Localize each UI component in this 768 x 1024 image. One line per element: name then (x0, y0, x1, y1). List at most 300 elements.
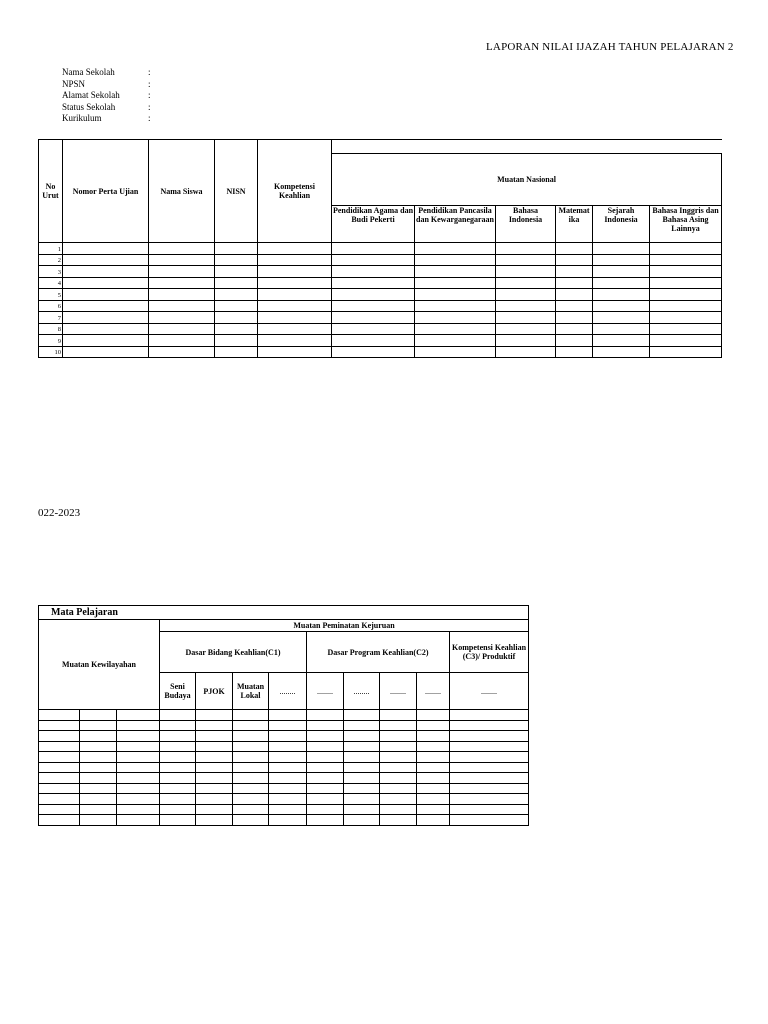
table-cell (307, 731, 344, 742)
table-cell (307, 804, 344, 815)
table-cell (63, 243, 149, 255)
table-cell (269, 752, 307, 763)
info-label: Alamat Sekolah (62, 90, 120, 100)
table-cell (149, 300, 215, 312)
table-cell (417, 731, 450, 742)
table-cell (450, 762, 529, 773)
table-cell (63, 254, 149, 266)
table-cell (233, 731, 269, 742)
table-cell (269, 794, 307, 805)
table-cell (650, 277, 722, 289)
table-row (39, 289, 722, 301)
table-cell (650, 346, 722, 358)
table-cell (556, 323, 593, 335)
table-cell (332, 312, 415, 324)
table-cell (307, 710, 344, 721)
row-number: 5 (39, 289, 63, 301)
table-cell (344, 710, 380, 721)
table-cell (417, 804, 450, 815)
table-cell (215, 243, 258, 255)
table-cell (556, 243, 593, 255)
info-label: Status Sekolah (62, 101, 116, 112)
table-cell (415, 335, 496, 347)
table-cell (450, 710, 529, 721)
table-cell (307, 752, 344, 763)
table-row (39, 794, 529, 805)
table-cell (450, 731, 529, 742)
table-row (39, 731, 529, 742)
table-row (39, 254, 722, 266)
table-cell (117, 773, 160, 784)
info-row (62, 113, 151, 125)
vocational-subjects-table (38, 605, 529, 826)
table-cell (233, 762, 269, 773)
table-cell (417, 710, 450, 721)
row-number: 10 (39, 346, 63, 358)
table-row (39, 710, 529, 721)
table-cell (149, 335, 215, 347)
report-title: LAPORAN NILAI IJAZAH TAHUN PELAJARAN 2 (486, 41, 734, 53)
table-cell (593, 300, 650, 312)
table-cell (39, 710, 80, 721)
table-cell (63, 323, 149, 335)
table-cell (117, 794, 160, 805)
table-cell (215, 277, 258, 289)
table-cell (39, 762, 80, 773)
table-cell (556, 300, 593, 312)
table-cell (332, 277, 415, 289)
group-muatan-kewilayahan: Muatan Kewilayahan (39, 620, 160, 710)
c1-dasar-bidang: Dasar Bidang Keahlian(C1) (160, 632, 307, 673)
table-cell (415, 254, 496, 266)
col-nisn: NISN (215, 140, 258, 243)
table-cell (332, 254, 415, 266)
subject-header: Sejarah Indonesia (593, 206, 650, 243)
table-cell (556, 312, 593, 324)
table-cell (149, 289, 215, 301)
group-muatan-peminatan: Muatan Peminatan Kejuruan (160, 620, 529, 632)
table-cell (160, 783, 196, 794)
c3-kompetensi: Kompetensi Keahlian (C3)/ Produktif (450, 632, 529, 673)
table-cell (496, 300, 556, 312)
table-cell (117, 720, 160, 731)
c2-dasar-program: Dasar Program Keahlian(C2) (307, 632, 450, 673)
table-cell (215, 335, 258, 347)
row-number: 9 (39, 335, 63, 347)
table-cell (269, 762, 307, 773)
table-cell (160, 815, 196, 826)
table-cell (496, 243, 556, 255)
table-cell (196, 741, 233, 752)
table-cell (307, 773, 344, 784)
table-cell (496, 266, 556, 278)
table-cell (149, 243, 215, 255)
table-cell (233, 804, 269, 815)
table-cell (344, 783, 380, 794)
table-cell (556, 277, 593, 289)
table-row (39, 752, 529, 763)
table-cell (496, 346, 556, 358)
info-separator: : (148, 90, 151, 100)
table-cell (233, 815, 269, 826)
table-cell (496, 254, 556, 266)
table-cell (450, 773, 529, 784)
table-cell (233, 752, 269, 763)
table-cell (650, 266, 722, 278)
table-cell (258, 254, 332, 266)
table-cell (417, 815, 450, 826)
info-separator: : (148, 67, 151, 77)
table-cell (344, 752, 380, 763)
table-cell (496, 312, 556, 324)
table-cell (344, 815, 380, 826)
placeholder-dots: ........ (344, 673, 380, 710)
table-row (39, 243, 722, 255)
placeholder-dots: ........ (269, 673, 307, 710)
info-separator: : (148, 78, 151, 89)
table-cell (233, 794, 269, 805)
sub-pjok: PJOK (196, 673, 233, 710)
row-number: 8 (39, 323, 63, 335)
table-cell (415, 312, 496, 324)
table-cell (196, 731, 233, 742)
table-cell (117, 762, 160, 773)
table-cell (380, 752, 417, 763)
table-row (39, 762, 529, 773)
table-cell (417, 783, 450, 794)
table-cell (160, 804, 196, 815)
table-cell (450, 804, 529, 815)
table-cell (63, 277, 149, 289)
table-cell (650, 312, 722, 324)
table-cell (496, 289, 556, 301)
table-cell (63, 300, 149, 312)
table-cell (117, 815, 160, 826)
table-row (39, 815, 529, 826)
table-cell (650, 254, 722, 266)
table-cell (117, 741, 160, 752)
table-cell (258, 335, 332, 347)
table-cell (593, 346, 650, 358)
table-cell (63, 346, 149, 358)
table-cell (344, 794, 380, 805)
table-cell (450, 752, 529, 763)
table-cell (650, 335, 722, 347)
table-cell (258, 323, 332, 335)
table-cell (39, 783, 80, 794)
table-cell (196, 815, 233, 826)
subject-header: Bahasa Indonesia (496, 206, 556, 243)
subject-header: Matemat ika (556, 206, 593, 243)
table-row (39, 335, 722, 347)
table-cell (149, 346, 215, 358)
table-cell (332, 266, 415, 278)
table-cell (450, 741, 529, 752)
placeholder-dots: ........ (307, 673, 344, 710)
table-cell (593, 254, 650, 266)
table-cell (450, 720, 529, 731)
table-cell (380, 720, 417, 731)
sub-muatan-lokal: Muatan Lokal (233, 673, 269, 710)
info-label: NPSN (62, 78, 86, 89)
national-subjects-table (38, 139, 722, 358)
table-cell (196, 710, 233, 721)
col-nama-siswa: Nama Siswa (149, 140, 215, 243)
row-number: 1 (39, 243, 63, 255)
table-cell (196, 773, 233, 784)
table-cell (269, 731, 307, 742)
subject-header: Bahasa Inggris dan Bahasa Asing Lainnya (650, 206, 722, 243)
table-cell (650, 300, 722, 312)
info-separator: : (148, 113, 151, 123)
table-cell (496, 335, 556, 347)
info-label: Kurikulum (62, 113, 102, 123)
table-cell (233, 773, 269, 784)
table-cell (450, 815, 529, 826)
table-cell (215, 346, 258, 358)
table-cell (417, 794, 450, 805)
table-cell (307, 762, 344, 773)
table-cell (258, 266, 332, 278)
table-cell (80, 752, 117, 763)
row-number: 3 (39, 266, 63, 278)
table-cell (196, 752, 233, 763)
col-kompetensi-keahlian: Kompetensi Keahlian (258, 140, 332, 243)
table-cell (344, 720, 380, 731)
table-cell (269, 773, 307, 784)
info-row (62, 67, 151, 79)
table-cell (556, 266, 593, 278)
table-cell (344, 804, 380, 815)
table-cell (233, 783, 269, 794)
table-cell (80, 720, 117, 731)
table-cell (39, 773, 80, 784)
mata-pelajaran-title: Mata Pelajaran (39, 606, 529, 620)
table-cell (556, 335, 593, 347)
table-cell (215, 300, 258, 312)
table-row (39, 783, 529, 794)
table-cell (160, 720, 196, 731)
table-cell (417, 762, 450, 773)
table-cell (269, 710, 307, 721)
table-cell (160, 710, 196, 721)
table-cell (417, 741, 450, 752)
table-cell (258, 300, 332, 312)
info-separator: : (148, 101, 151, 112)
table-row (39, 804, 529, 815)
table-cell (80, 815, 117, 826)
header-spacer (332, 140, 722, 154)
table-cell (215, 254, 258, 266)
sub-seni-budaya: Seni Budaya (160, 673, 196, 710)
year-fragment: 022-2023 (38, 507, 81, 519)
info-label: Nama Sekolah (62, 67, 115, 77)
table-cell (650, 289, 722, 301)
info-row (62, 79, 151, 91)
table-cell (344, 731, 380, 742)
table-cell (269, 783, 307, 794)
table-cell (307, 720, 344, 731)
table-cell (258, 289, 332, 301)
table-cell (233, 720, 269, 731)
table-cell (160, 752, 196, 763)
row-number: 2 (39, 254, 63, 266)
table-cell (450, 783, 529, 794)
table-cell (160, 731, 196, 742)
table-cell (196, 720, 233, 731)
table-cell (593, 243, 650, 255)
table-cell (149, 312, 215, 324)
table-cell (415, 323, 496, 335)
table-cell (269, 720, 307, 731)
table-cell (258, 312, 332, 324)
table-cell (63, 289, 149, 301)
table-cell (196, 783, 233, 794)
group-muatan-nasional: Muatan Nasional (332, 154, 722, 206)
table-cell (307, 783, 344, 794)
table-cell (417, 720, 450, 731)
table-cell (593, 277, 650, 289)
table-cell (269, 741, 307, 752)
table-cell (39, 741, 80, 752)
table-cell (80, 804, 117, 815)
table-cell (332, 335, 415, 347)
table-cell (415, 289, 496, 301)
table-cell (496, 277, 556, 289)
table-cell (332, 323, 415, 335)
table-cell (117, 731, 160, 742)
table-cell (269, 804, 307, 815)
table-row (39, 312, 722, 324)
table-cell (80, 710, 117, 721)
table-cell (450, 794, 529, 805)
table-cell (117, 752, 160, 763)
subject-header: Pendidikan Pancasila dan Kewarganegaraan (415, 206, 496, 243)
table-cell (117, 804, 160, 815)
table-cell (233, 741, 269, 752)
table-cell (593, 335, 650, 347)
table-cell (593, 266, 650, 278)
table-cell (332, 243, 415, 255)
info-row (62, 90, 151, 102)
table-cell (258, 346, 332, 358)
table-cell (80, 731, 117, 742)
table-cell (39, 720, 80, 731)
table-cell (149, 254, 215, 266)
table-cell (215, 266, 258, 278)
table-row (39, 266, 722, 278)
table-cell (160, 773, 196, 784)
table-cell (39, 804, 80, 815)
table-cell (344, 773, 380, 784)
table-cell (380, 731, 417, 742)
table-cell (496, 323, 556, 335)
table-cell (63, 335, 149, 347)
table-cell (80, 783, 117, 794)
table-cell (258, 277, 332, 289)
table-cell (593, 323, 650, 335)
table-row (39, 346, 722, 358)
table-cell (415, 346, 496, 358)
table-cell (380, 815, 417, 826)
table-cell (332, 300, 415, 312)
table-cell (593, 312, 650, 324)
table-cell (650, 323, 722, 335)
table-cell (417, 773, 450, 784)
table-cell (417, 752, 450, 763)
table-cell (80, 741, 117, 752)
placeholder-dots: ........ (380, 673, 417, 710)
table-row (39, 277, 722, 289)
info-row (62, 102, 151, 114)
table-cell (39, 752, 80, 763)
table-row (39, 323, 722, 335)
table-cell (258, 243, 332, 255)
table-cell (556, 289, 593, 301)
table-cell (215, 289, 258, 301)
table-cell (307, 815, 344, 826)
table-cell (380, 762, 417, 773)
table-cell (117, 710, 160, 721)
table-cell (380, 804, 417, 815)
table-cell (593, 289, 650, 301)
table-cell (149, 266, 215, 278)
row-number: 7 (39, 312, 63, 324)
table-cell (117, 783, 160, 794)
table-cell (380, 710, 417, 721)
row-number: 4 (39, 277, 63, 289)
row-number: 6 (39, 300, 63, 312)
placeholder-dots: ........ (417, 673, 450, 710)
col-nomor-peserta: Nomor Perta Ujian (63, 140, 149, 243)
table-cell (332, 346, 415, 358)
table-cell (556, 346, 593, 358)
table-cell (149, 323, 215, 335)
table-cell (215, 323, 258, 335)
table-cell (380, 783, 417, 794)
table-cell (80, 794, 117, 805)
table-cell (380, 794, 417, 805)
table-row (39, 720, 529, 731)
table-cell (80, 773, 117, 784)
table-cell (160, 794, 196, 805)
table-cell (415, 266, 496, 278)
table-cell (415, 300, 496, 312)
table-cell (307, 741, 344, 752)
table-cell (160, 762, 196, 773)
table-cell (269, 815, 307, 826)
table-cell (307, 794, 344, 805)
table-cell (196, 804, 233, 815)
table-cell (344, 741, 380, 752)
placeholder-dots: ........ (450, 673, 529, 710)
table-cell (215, 312, 258, 324)
table-cell (39, 815, 80, 826)
table-row (39, 300, 722, 312)
table-cell (196, 794, 233, 805)
table-cell (39, 794, 80, 805)
table-cell (149, 277, 215, 289)
table-cell (380, 773, 417, 784)
table-cell (415, 277, 496, 289)
table-cell (196, 762, 233, 773)
table-cell (344, 762, 380, 773)
table-cell (380, 741, 417, 752)
table-cell (80, 762, 117, 773)
table-cell (63, 312, 149, 324)
table-cell (332, 289, 415, 301)
table-cell (63, 266, 149, 278)
